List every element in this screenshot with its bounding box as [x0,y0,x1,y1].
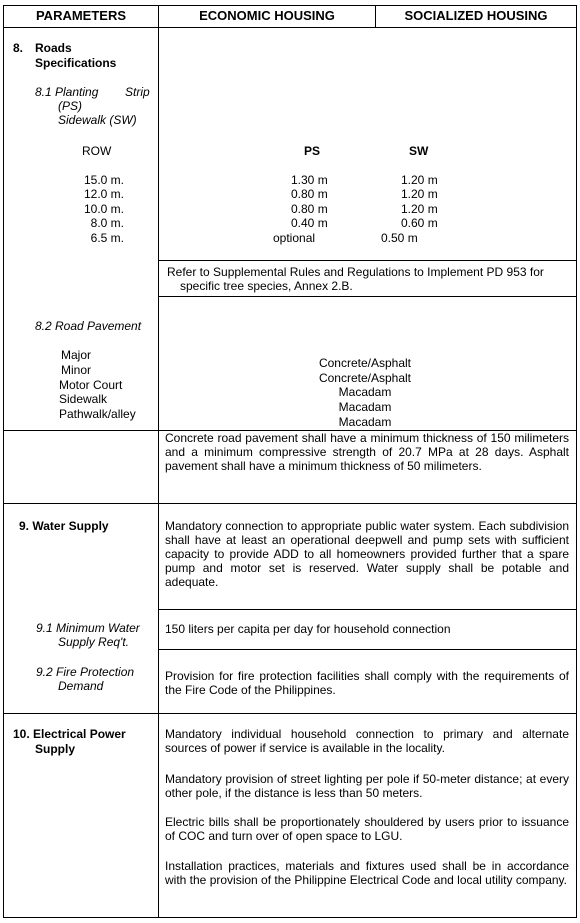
electrical-paragraph: Mandatory provision of street lighting per pole if 50-meter distance; at every other pole, if the distance is less than 50 meters. [165,772,569,800]
header-economic-housing: ECONOMIC HOUSING [199,8,335,23]
sw-value: 0.50 m [381,231,418,245]
pavement-material: Concrete/Asphalt [318,356,412,370]
sw-value: 1.20 m [401,202,438,216]
ps-value: 0.80 m [291,187,328,201]
planting-strip-word: Strip [125,85,150,99]
electrical-paragraph: Electric bills shall be proportionately shouldered by users prior to issuance of COC and turn over of open space to LGU. [165,815,569,843]
roads-number: 8. [13,41,24,55]
tree-note-top [158,260,576,261]
planting-strip-label: 8.1 Planting [35,85,99,99]
planting-strip-abbrev: (PS) [58,99,82,113]
row-column-label: ROW [82,144,112,158]
minimum-water-text: 150 liters per capita per day for household connection [165,622,451,636]
sidewalk-label: Sidewalk (SW) [58,113,137,127]
road-pavement-label: 8.2 Road Pavement [35,319,142,333]
pavement-type: Pathwalk/alley [59,407,136,421]
pavement-material: Macadam [338,385,392,399]
pavement-material: Macadam [338,400,392,414]
fire-protection-text: Provision for fire protection facilities shall comply with the requirements of the Fire Code of the Philippines. [165,669,569,697]
pavement-type: Minor [61,363,92,377]
column-divider [158,5,159,918]
water-sub91-top [158,609,576,610]
header-divider [3,27,576,28]
sw-value: 1.20 m [401,173,438,187]
electrical-paragraph: Installation practices, materials and fixtures used shall be in accordance with the provision of the Philippine Electrical Code and local utility company. [165,859,569,887]
pavement-type: Major [61,348,92,362]
row-value: 15.0 m. [83,173,124,187]
header-socialized-housing: SOCIALIZED HOUSING [404,8,548,23]
electrical-paragraph: Mandatory individual household connection to primary and alternate sources of power if service is available in the locality. [165,727,569,755]
water-supply-text: Mandatory connection to appropriate public water system. Each subdivision shall have at least an operational deepwell and pump sets with sufficient capacity to provide ADD to all homeowners provided further that a spare pump and motor set is reserved. Water supply shall be potable and adequate. [165,519,569,589]
row-value: 6.5 m. [90,231,124,245]
tree-note-bottom [158,296,576,297]
sw-value: 1.20 m [401,187,438,201]
electrical-title-line2: Supply [35,742,76,756]
minimum-water-label-line2: Supply Req't. [58,635,129,649]
fire-protection-label: 9.2 Fire Protection [36,665,135,679]
pavement-type: Motor Court [59,378,123,392]
pavement-material: Macadam [338,415,392,429]
header-parameters: PARAMETERS [35,8,127,23]
row-value: 8.0 m. [90,216,124,230]
table-border-top [3,5,576,6]
electrical-title: 10. Electrical Power [13,727,126,741]
concrete-pavement-note: Concrete road pavement shall have a minimum thickness of 150 milimeters and a minimum compressive strength of 20.7 MPa at 28 days. Asphalt pavement shall have a minimum thickness of 50 milimeters. [165,431,569,473]
water-sub91-bottom [158,649,576,650]
pavement-material: Concrete/Asphalt [318,371,412,385]
sw-column-label: SW [409,144,429,158]
row-value: 10.0 m. [83,202,124,216]
table-border-left [3,5,4,918]
ps-column-label: PS [304,144,321,158]
ps-value: 0.40 m [291,216,328,230]
pavement-type: Sidewalk [59,392,108,406]
water-section-top [3,503,576,504]
ps-value: optional [273,231,316,245]
row-value: 12.0 m. [83,187,124,201]
minimum-water-label: 9.1 Minimum Water [36,621,140,635]
roads-title-line1: Roads [35,41,72,55]
sw-value: 0.60 m [401,216,438,230]
tree-species-note-line2: specific tree species, Annex 2.B. [180,279,353,293]
electrical-section-top [3,713,576,714]
roads-title-line2: Specifications [35,56,117,70]
table-border-bottom [3,917,576,918]
table-border-right [576,5,577,918]
ps-value: 1.30 m [291,173,328,187]
tree-species-note: Refer to Supplemental Rules and Regulations to Implement PD 953 for [167,265,544,279]
ps-value: 0.80 m [291,202,328,216]
fire-protection-label-line2: Demand [58,679,104,693]
water-supply-title: 9. Water Supply [19,519,109,533]
